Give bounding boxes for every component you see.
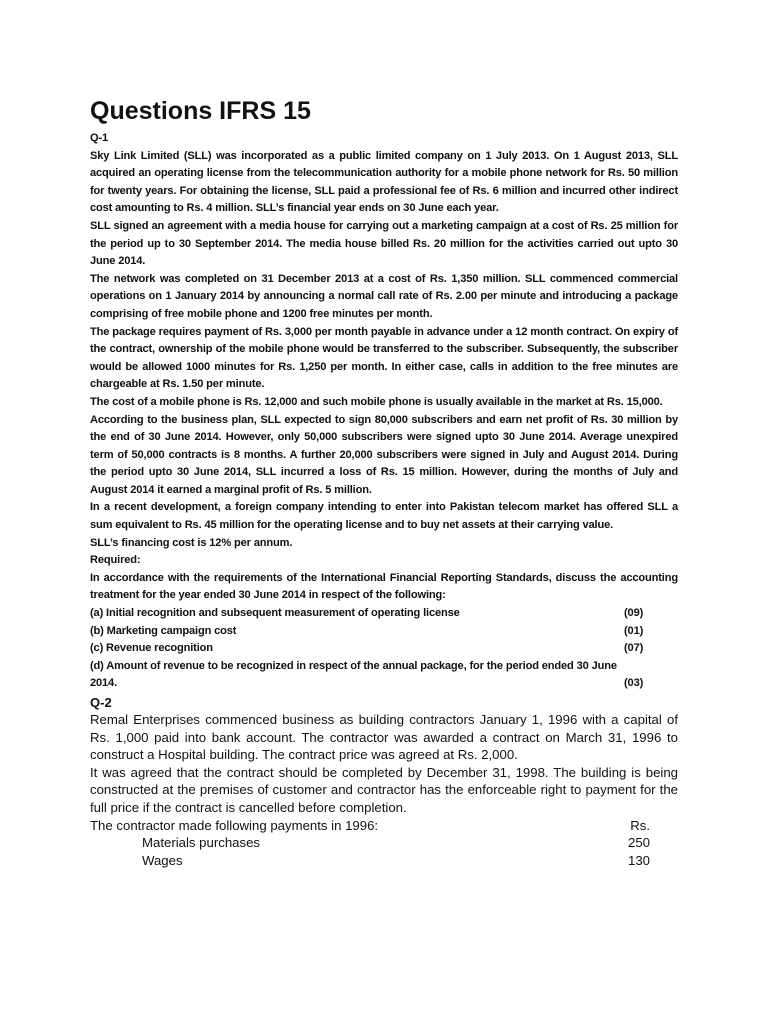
question-2-label: Q-2	[90, 695, 112, 710]
payment-amount: 130	[627, 852, 650, 868]
page-title: Questions IFRS 15	[90, 97, 311, 125]
payment-row	[90, 852, 678, 870]
required-part-c	[90, 640, 678, 658]
required-part-d-year: 2014.	[90, 677, 118, 690]
payments-heading-row	[90, 817, 678, 835]
required-part-text: (a) Initial recognition and subsequent measurement of operating license	[90, 607, 460, 620]
q1-paragraph: According to the business plan, SLL expected to sign 80,000 subscribers and earn net profit of Rs. 30 million by the end of 30 June 2014. However, only 50,000 subscribers were signed upto 30 June 2014. Average unexpired term of 50,000 contracts is 8 months. A further 20,000 subscribers were signed in July and August 2014. During the period upto 30 June 2014, SLL incurred a loss of Rs. 15 million. However, during the months of July and August 2014 it earned a marginal profit of Rs. 5 million.	[90, 413, 678, 496]
q1-paragraph: The network was completed on 31 December 2013 at a cost of Rs. 1,350 million. SLL commenced commercial operations on 1 January 2014 by announcing a normal call rate of Rs. 2.00 per minute and introducing a package comprising of free mobile phone and 1200 free minutes per month.	[90, 272, 678, 320]
question-2	[90, 711, 678, 869]
required-part-marks: (07)	[624, 642, 644, 655]
q2-paragraph: It was agreed that the contract should be completed by December 31, 1998. The building is being constructed at the premises of customer and contractor has the enforceable right to payment for the full price if the contract is cancelled before completion.	[90, 764, 678, 815]
required-part-marks: (03)	[624, 677, 644, 690]
required-part-b	[90, 623, 678, 641]
q1-paragraph: SLL signed an agreement with a media house for carrying out a marketing campaign at a cost of Rs. 25 million for the period up to 30 September 2014. The media house billed Rs. 20 million for the activities carried out upto 30 June 2014.	[90, 219, 678, 268]
payment-row	[90, 834, 678, 852]
question-1-label: Q-1	[90, 132, 109, 144]
currency-label: Rs.	[630, 817, 650, 833]
q1-paragraph: The cost of a mobile phone is Rs. 12,000 and such mobile phone is usually available in the market at Rs. 15,000.	[90, 395, 663, 408]
q1-paragraph: SLL’s financing cost is 12% per annum.	[90, 536, 293, 549]
question-1	[90, 130, 678, 693]
q1-paragraph: The package requires payment of Rs. 3,000 per month payable in advance under a 12 month contract. On expiry of the contract, ownership of the mobile phone would be transferred to the subscriber. Subsequently, the subscriber would be allowed 1000 minutes for Rs. 1,250 per month. In either case, calls in addition to the free minutes are chargeable at Rs. 1.50 per minute.	[90, 325, 678, 391]
required-label: Required:	[90, 554, 141, 567]
q1-paragraph: Sky Link Limited (SLL) was incorporated as a public limited company on 1 July 2013. On 1 August 2013, SLL acquired an operating license from the telecommunication authority for a mobile phone network for Rs. 50 million for twenty years. For obtaining the license, SLL paid a professional fee of Rs. 6 million and incurred other indirect cost amounting to Rs. 4 million. SLL’s financial year ends on 30 June each year.	[90, 149, 678, 215]
q1-paragraph: In a recent development, a foreign company intending to enter into Pakistan telecom market has offered SLL a sum equivalent to Rs. 45 million for the operating license and to buy net assets at their carrying value.	[90, 501, 678, 532]
required-part-text: (b) Marketing campaign cost	[90, 624, 237, 637]
payment-amount: 250	[627, 835, 650, 851]
document-page	[90, 96, 678, 869]
required-part-text: (c) Revenue recognition	[90, 642, 213, 655]
required-intro: In accordance with the requirements of the International Financial Reporting Standards, discuss the accounting treatment for the year ended 30 June 2014 in respect of the following:	[90, 571, 678, 602]
payments-heading: The contractor made following payments in 1996:	[90, 817, 379, 833]
required-part-marks: (01)	[624, 624, 644, 637]
payment-label: Materials purchases	[142, 835, 261, 851]
payment-label: Wages	[142, 852, 183, 868]
required-part-a	[90, 605, 678, 623]
required-part-marks: (09)	[624, 607, 644, 620]
required-part-d	[90, 675, 678, 693]
q2-paragraph: Remal Enterprises commenced business as building contractors January 1, 1996 with a capital of Rs. 1,000 paid into bank account. The contractor was awarded a contract on March 31, 1996 to construct a Hospital building. The contract price was agreed at Rs. 2,000.	[90, 712, 678, 763]
required-part-d-text: (d) Amount of revenue to be recognized in respect of the annual package, for the period ended 30 June	[90, 659, 617, 672]
